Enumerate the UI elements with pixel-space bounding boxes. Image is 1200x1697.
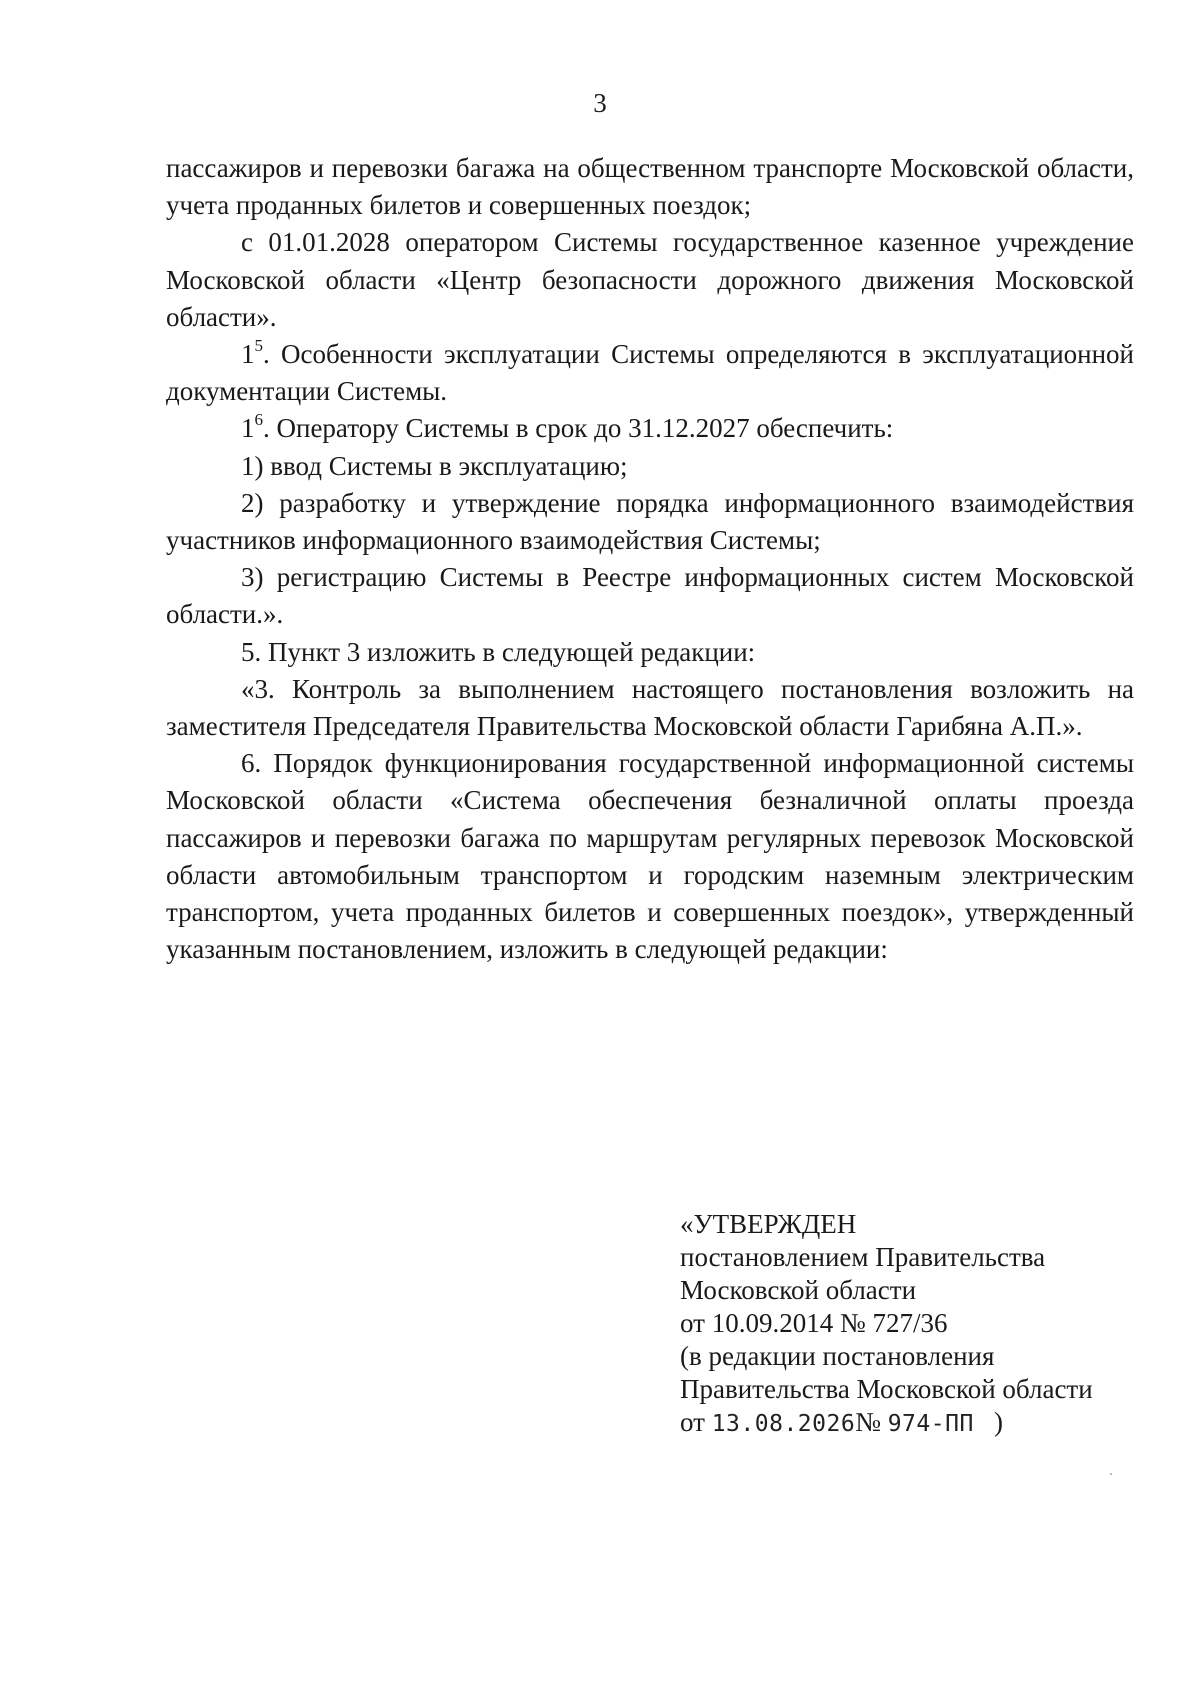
paragraph-continuation: пассажиров и перевозки багажа на общественном транспорте Московской области, учета проданных билетов и совершенных поездок; (166, 153, 1134, 221)
clause-number: 1 (241, 413, 255, 444)
clause-text: . Особенности эксплуатации Системы определяются в эксплуатационной документации Системы. (166, 339, 1134, 407)
approval-date-stamp: 13.08.2026 (711, 1411, 856, 1437)
list-item-2: 2) разработку и утверждение порядка информационного взаимодействия участников информационного взаимодействия Системы; (166, 487, 1134, 556)
approval-number-stamp: 974-ПП (887, 1411, 974, 1437)
approval-date-prefix: от (680, 1407, 705, 1437)
list-item-3: 3) регистрацию Системы в Реестре информационных систем Московской области.». (166, 562, 1134, 630)
clause-superscript: 5 (254, 336, 263, 356)
clause-superscript: 6 (254, 410, 263, 430)
approval-closing-paren: ) (994, 1407, 1004, 1437)
clause-text: . Оператору Системы в срок до 31.12.2027 обеспечить: (263, 413, 894, 444)
approval-line: Московской области (680, 1275, 917, 1305)
paragraph-item-5: 5. Пункт 3 изложить в следующей редакции: (241, 636, 756, 667)
approval-date-line (680, 1406, 1160, 1441)
approval-line: (в редакции постановления (680, 1341, 995, 1371)
approval-title: «УТВЕРЖДЕН (680, 1209, 857, 1239)
list-item-1: 1) ввод Системы в эксплуатацию; (241, 450, 628, 481)
approval-line: Правительства Московской области (680, 1374, 1093, 1404)
paragraph-1-6-obligations (166, 410, 1134, 447)
paragraph-control-clause: «3. Контроль за выполнением настоящего постановления возложить на заместителя Председателя Правительства Московской области Гарибяна А.П.». (166, 673, 1134, 742)
paragraph-1-5-operation (166, 336, 1134, 410)
approval-line: от 10.09.2014 № 727/36 (680, 1308, 948, 1338)
approval-line: постановлением Правительства (680, 1242, 1046, 1272)
scan-speck (1110, 1473, 1112, 1475)
page-number: 3 (593, 88, 607, 118)
approval-block (680, 1208, 1160, 1441)
paragraph-item-6: 6. Порядок функционирования государственной информационной системы Московской области «Система обеспечения безналичной оплаты проезда пассажиров и перевозки багажа по маршрутам регулярных перевозок Московской области автомобильным транспортом и городским наземным электрическим транспортом, учета проданных билетов и совершенных поездок», утвержденный указанным постановлением, изложить в следующей редакции: (166, 748, 1134, 965)
clause-number: 1 (241, 339, 255, 370)
approval-number-sign: № (855, 1407, 881, 1437)
document-body (166, 150, 1134, 968)
paragraph-operator-2028: с 01.01.2028 оператором Системы государственное казенное учреждение Московской области «Центр безопасности дорожного движения Московской области». (166, 227, 1134, 332)
